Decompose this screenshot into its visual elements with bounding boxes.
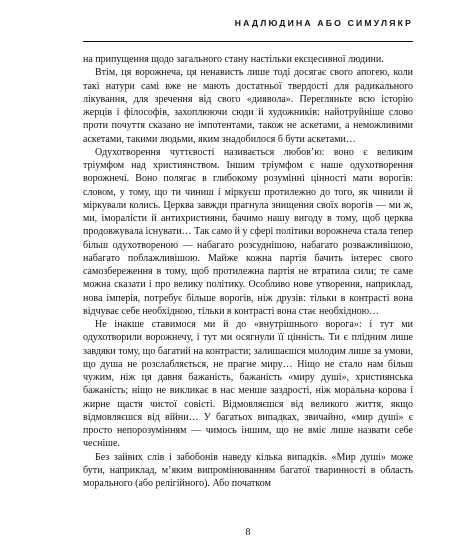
paragraph: Не інакше ставимося ми й до «внутрішнього ворога»: і тут ми одухотворили ворожнечу, і тут ми осягнули її цінність. Ти є плідним лише завдяки тому, що багатий на контрасти; залишаєшся молодим лише за умови, що душа не розслабляється, не прагне миру… Ніщо не стало нам більш чужим, ніж ця давня бажаність, бажаність «миру душі», християнська бажаність; ніщо не викликає в нас менше заздрості, ніж моральна корова і жирне щастя чистої совісті. Відмовляєшся від великого життя, якщо відмовляєшся від війни… У багатьох випадках, звичайно, «мир душі» є просто непорозумінням — чимось іншим, що не вміє лише назвати себе чесніше.	[83, 319, 413, 450]
paragraph: Без зайвих слів і забобонів наведу кілька випадків. «Мир душі» може бути, наприклад, м’яким випромінюванням багатої тваринності в область морального (або релігійного). Або початком	[83, 451, 413, 489]
body-text	[83, 53, 413, 490]
page-number: 8	[245, 527, 251, 538]
running-head: НАДЛЮДИНА АБО СИМУЛЯКР	[234, 18, 413, 28]
paragraph: Втім, ця ворожнеча, ця ненависть лише тоді досягає свого апогею, коли такі натури самі вже не мають достатньої твердості для радикального лікування, для зречення від свого «диявола». Перегляньте всю історію жерців і філософів, захоплюючи сюди й художників: найотруйніше слово проти почуття сказано не імпотентами, також не аскетами, а неможливими аскетами, такими людьми, яким знадобилося б бути аскетами…	[83, 67, 413, 145]
paragraph-continued: на припущення щодо загального стану настільки ексцесивної людини.	[83, 54, 384, 65]
paragraph: Одухотворення чуттєвості називається любов’ю: воно є великим тріумфом над християнством. Іншим тріумфом є наше одухотворення ворожнечі. Воно полягає в глибокому розумінні цінності мати ворогів: словом, у тому, що ти чиниш і міркуєш протилежно до того, як чинили й міркували колись. Церква завжди прагнула знищення своїх ворогів — ми ж, ми, іморалісти й антихристияни, бачимо нашу вигоду в тому, щоб церква продовжувала існувати… Так само й у сфері політики ворожнеча стала тепер більш одухотвореною — набагато розсуднішою, набагато розважливішою, набагато поблажливішою. Майже кожна партія бачить інтерес свого самозбереження в тому, щоб протилежна партія не втратила сили; те саме можна сказати і про велику політику. Особливо нове утворення, наприклад, нова імперія, потребує більше ворогів, ніж друзів: тільки в контрасті вона відчуває себе необхідною, тільки в контрасті вона стає необхідною…	[83, 146, 413, 317]
header-rule	[83, 41, 413, 42]
